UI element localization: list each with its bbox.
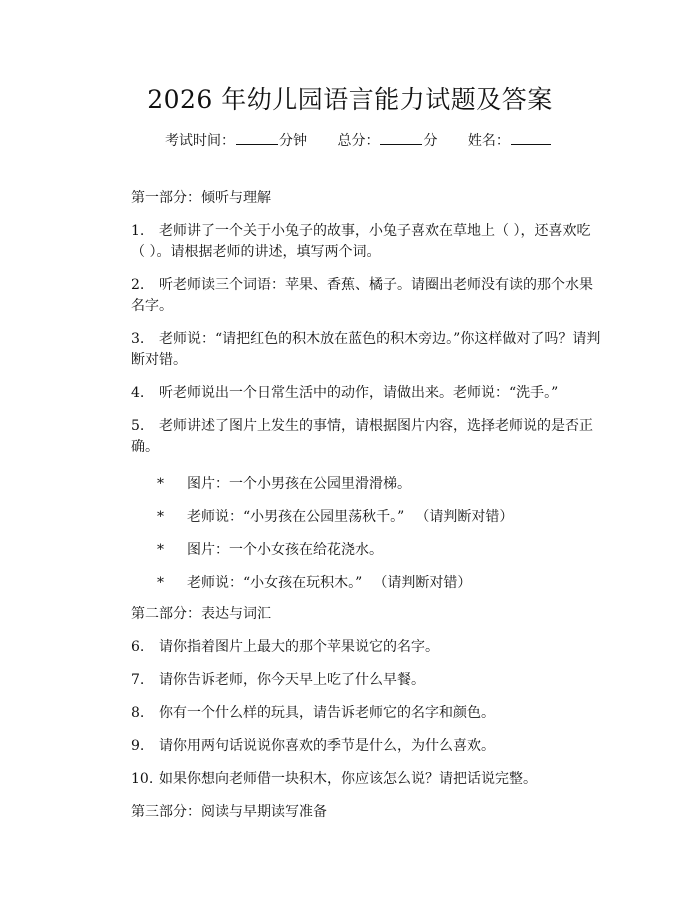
question-number: 4. (131, 385, 145, 401)
student-name-label: 姓名： (467, 133, 510, 149)
question-text: 老师讲述了图片上发生的事情，请根据图片内容，选择老师说的是否正确。 (131, 418, 593, 455)
student-name-field (468, 130, 552, 151)
question-text: 听老师读三个词语：苹果、香蕉、橘子。请圈出老师没有读的那个水果名字。 (131, 277, 593, 314)
question-9 (131, 736, 601, 757)
total-score-label: 总分： (337, 133, 380, 149)
question-text: 如果你想向老师借一块积木，你应该怎么说？请把话说完整。 (159, 771, 537, 787)
q5-subitem-4 (131, 573, 601, 594)
question-3 (131, 329, 601, 371)
bullet-marker: * (157, 509, 164, 525)
total-score-blank (380, 130, 422, 145)
question-10 (131, 769, 601, 790)
question-8 (131, 703, 601, 724)
question-7 (131, 670, 601, 691)
question-number: 7. (131, 672, 145, 688)
question-number: 10. (131, 771, 154, 787)
total-score-unit: 分 (423, 133, 438, 149)
subitem-text: 老师说：“小女孩在玩积木。” (187, 575, 363, 591)
question-4 (131, 383, 601, 404)
subitem-text: 老师说：“小男孩在公园里荡秋千。” (187, 509, 405, 525)
question-text: 请你告诉老师，你今天早上吃了什么早餐。 (159, 672, 425, 688)
section-heading-part1: 第一部分：倾听与理解 (131, 190, 271, 206)
bullet-marker: * (157, 575, 164, 591)
judge-note: （请判断对错） (422, 509, 514, 525)
exam-info-line (165, 130, 552, 151)
exam-time-field (165, 130, 307, 151)
exam-time-blank (236, 130, 278, 145)
question-number: 8. (131, 705, 145, 721)
question-text: 请你指着图片上最大的那个苹果说它的名字。 (159, 639, 439, 655)
question-number: 1. (131, 223, 145, 239)
judge-note: （请判断对错） (380, 575, 472, 591)
question-5 (131, 416, 601, 458)
subitem-text: 图片：一个小女孩在给花浇水。 (187, 542, 383, 558)
question-1 (131, 221, 601, 263)
exam-time-label: 考试时间： (165, 133, 235, 149)
q5-subitem-1 (131, 474, 601, 495)
exam-content (131, 188, 601, 823)
page-title: 2026 年幼儿园语言能力试题及答案 (147, 85, 553, 114)
question-text: 听老师说出一个日常生活中的动作，请做出来。老师说：“洗手。” (159, 385, 559, 401)
question-6 (131, 637, 601, 658)
question-text: 老师说：“请把红色的积木放在蓝色的积木旁边。”你这样做对了吗？请判断对错。 (131, 331, 601, 368)
subitem-text: 图片：一个小男孩在公园里滑滑梯。 (187, 476, 411, 492)
question-text: 你有一个什么样的玩具，请告诉老师它的名字和颜色。 (159, 705, 495, 721)
total-score-field (337, 130, 437, 151)
section-heading-part2: 第二部分：表达与词汇 (131, 606, 271, 622)
question-number: 3. (131, 331, 145, 347)
question-number: 5. (131, 418, 145, 434)
q5-subitem-3 (131, 540, 601, 561)
bullet-marker: * (157, 542, 164, 558)
question-number: 9. (131, 738, 145, 754)
question-number: 2. (131, 277, 145, 293)
question-number: 6. (131, 639, 145, 655)
question-2 (131, 275, 601, 317)
question-text: 老师讲了一个关于小兔子的故事，小兔子喜欢在草地上（ ），还喜欢吃（ ）。请根据老师的讲述，填写两个词。 (131, 223, 591, 260)
exam-time-unit: 分钟 (279, 133, 307, 149)
q5-subitem-2 (131, 507, 601, 528)
student-name-blank (511, 130, 551, 145)
bullet-marker: * (157, 476, 164, 492)
question-text: 请你用两句话说说你喜欢的季节是什么，为什么喜欢。 (159, 738, 495, 754)
section-heading-part3: 第三部分：阅读与早期读写准备 (131, 804, 327, 820)
